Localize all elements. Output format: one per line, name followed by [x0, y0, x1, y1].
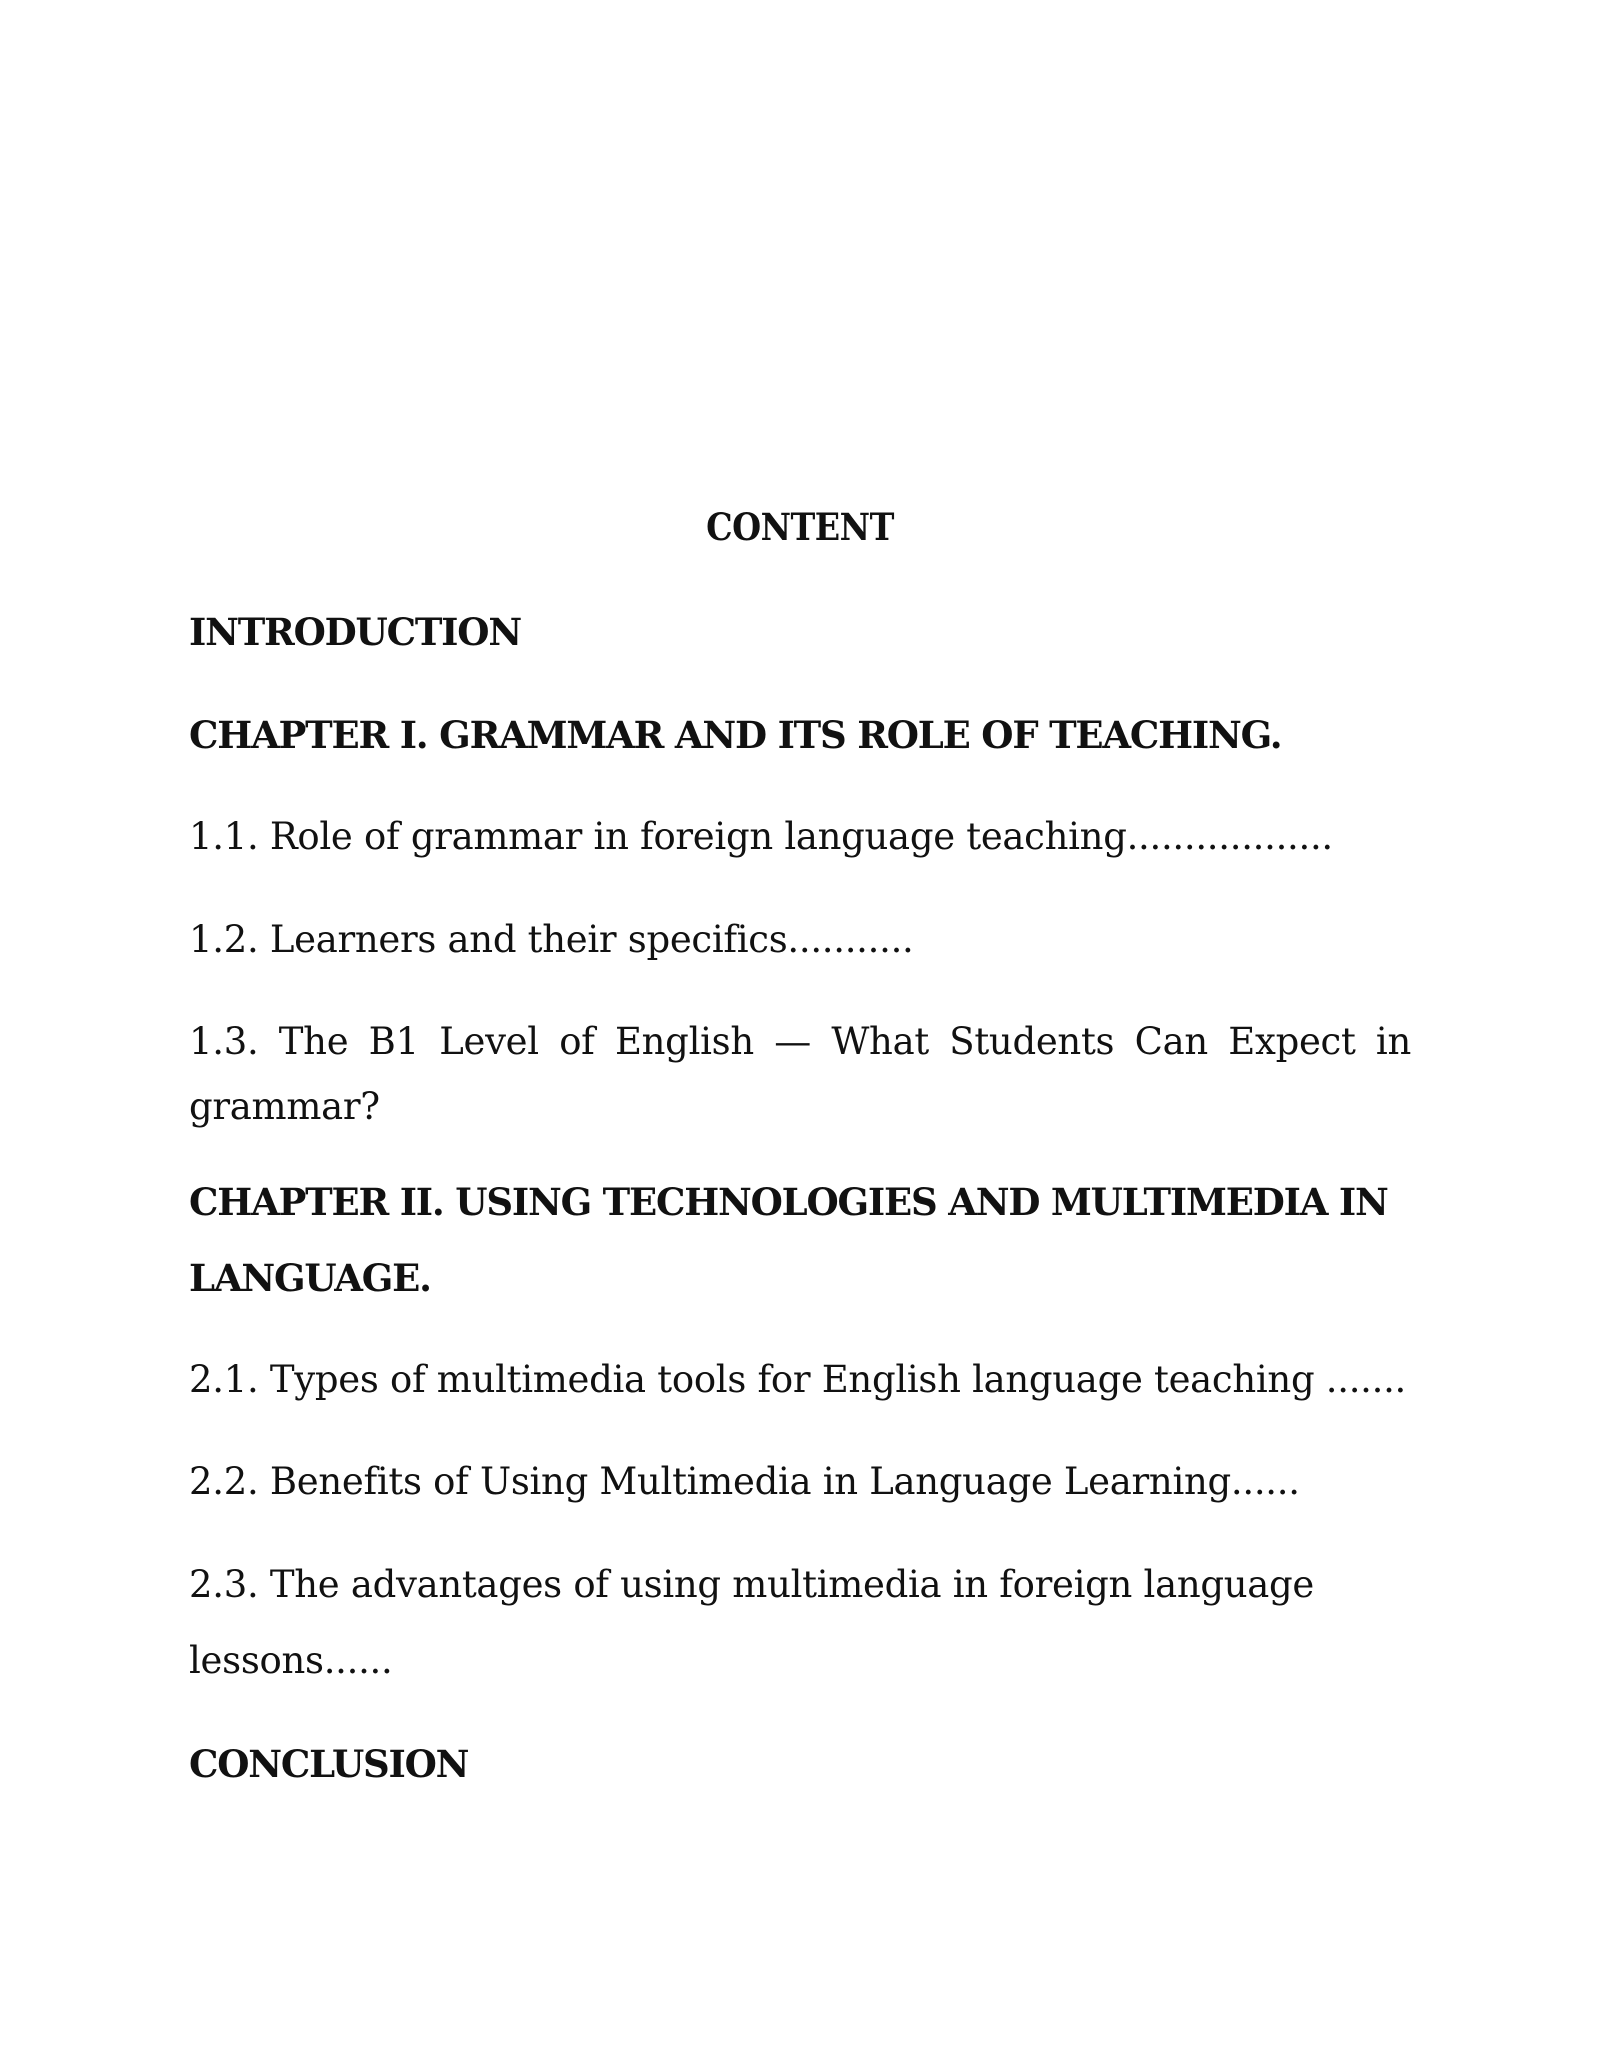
toc-item-2-1: 2.1. Types of multimedia tools for English language teaching ....... [189, 1358, 1407, 1401]
toc-item-1-3-line-2: grammar? [189, 1085, 380, 1128]
toc-introduction: INTRODUCTION [189, 610, 521, 654]
toc-item-2-3-line-2: lessons...... [189, 1639, 393, 1682]
chapter-2-heading-line-1: CHAPTER II. USING TECHNOLOGIES AND MULTIMEDIA IN [189, 1180, 1388, 1224]
toc-item-1-3-line-1: 1.3. The B1 Level of English — What Students Can Expect in [189, 1020, 1411, 1063]
toc-item-2-2: 2.2. Benefits of Using Multimedia in Language Learning...... [189, 1460, 1300, 1503]
toc-item-1-2: 1.2. Learners and their specifics........... [189, 918, 914, 961]
toc-item-2-3-line-1: 2.3. The advantages of using multimedia in foreign language [189, 1563, 1315, 1606]
toc-item-1-1: 1.1. Role of grammar in foreign language teaching.................. [189, 815, 1333, 858]
page-title: CONTENT [706, 505, 894, 549]
toc-item-1-3 [189, 1020, 1411, 1128]
chapter-2-heading-line-2: LANGUAGE. [189, 1256, 431, 1300]
chapter-1-heading: CHAPTER I. GRAMMAR AND ITS ROLE OF TEACHING. [189, 713, 1282, 757]
toc-conclusion: CONCLUSION [189, 1742, 469, 1786]
